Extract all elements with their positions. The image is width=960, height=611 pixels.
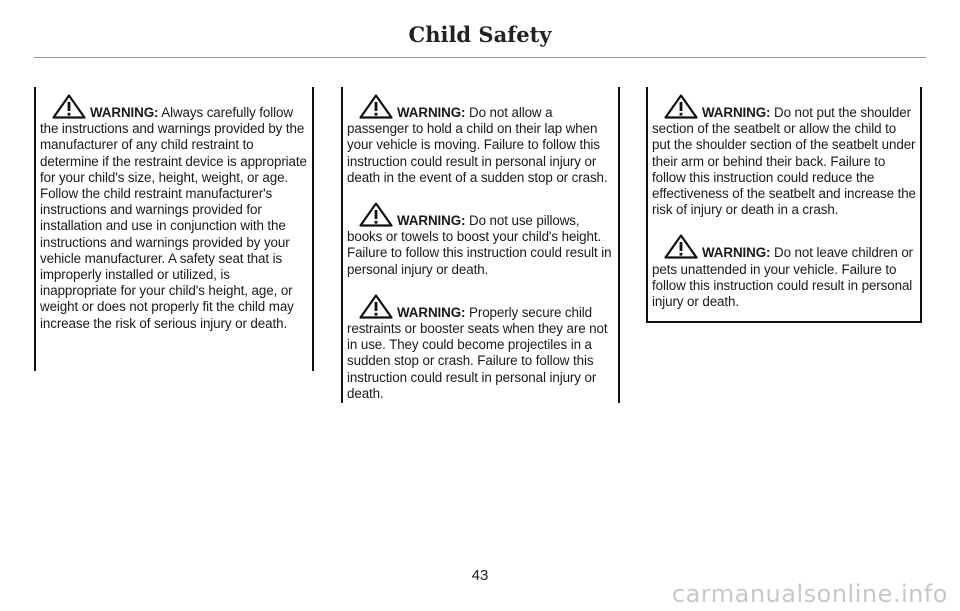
warning-text: Always carefully follow the instructions and warnings provided by the manufacturer of any child restraint to determine if the restraint device is appropriate for your child's size, height, weight, or age. Follow the child restraint manufacturer's instructions and warnings provided for installation and use in conjunction with the instructions and warnings provided by your vehicle manufacturer. A safety seat that is improperly installed or utilized, is inappropriate for your child's height, age, or weight or does not properly fit the child may increase the risk of serious injury or death. [40, 105, 307, 331]
warning-block [343, 294, 618, 402]
warning-text: Do not put the shoulder section of the seatbelt or allow the child to put the shoulder section of the seatbelt under their arm or behind their back. Failure to follow this instruction could reduce the effectiveness of the seatbelt and increase the risk of injury or death in a crash. [652, 105, 916, 218]
warning-label: WARNING: [397, 213, 466, 229]
warning-text: Do not allow a passenger to hold a child on their lap when your vehicle is moving. Failure to follow this instruction could result in personal injury or death in the event of a sudden stop or crash. [347, 105, 608, 185]
warning-label: WARNING: [90, 105, 159, 120]
warning-triangle-icon [359, 202, 393, 227]
warning-text: Properly secure child restraints or booster seats when they are not in use. They could become projectiles in a sudden stop or crash. Failure to follow this instruction could result in personal injury or death. [347, 304, 608, 401]
warning-text: Do not leave children or pets unattended in your vehicle. Failure to follow this instruction could result in personal injury or death. [652, 245, 914, 310]
warning-label: WARNING: [702, 105, 771, 120]
warning-label: WARNING: [702, 245, 771, 261]
warning-text: Do not use pillows, books or towels to boost your child's height. Failure to follow this instruction could result in personal injury or death. [347, 213, 612, 277]
watermark: carmanualsonline.info [671, 580, 948, 608]
warning-column-1 [34, 87, 314, 371]
warning-triangle-icon [664, 234, 698, 259]
warning-column-2 [341, 87, 620, 403]
warning-block [648, 234, 920, 310]
warning-label: WARNING: [397, 105, 466, 120]
warning-column-3 [646, 87, 922, 323]
warning-triangle-icon [52, 94, 86, 119]
warning-triangle-icon [359, 94, 393, 119]
warning-block [648, 94, 920, 218]
warning-block [343, 94, 618, 186]
header-divider [34, 57, 926, 58]
warning-triangle-icon [664, 94, 698, 119]
warning-triangle-icon [359, 294, 393, 319]
warning-block [36, 94, 312, 332]
page-title: Child Safety [408, 22, 552, 47]
warning-block [343, 202, 618, 278]
page-number: 43 [471, 567, 489, 584]
warning-label: WARNING: [397, 304, 466, 320]
